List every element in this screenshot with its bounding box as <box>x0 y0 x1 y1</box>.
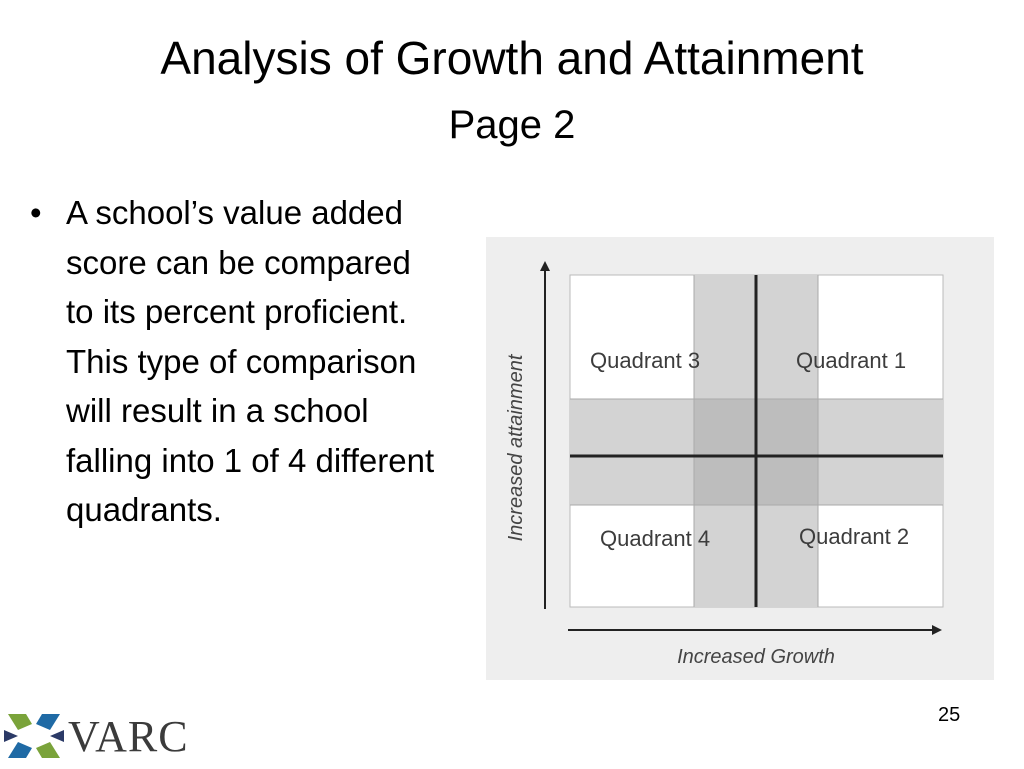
page-number: 25 <box>938 704 961 726</box>
quadrant-4-label: Quadrant 4 <box>600 526 711 551</box>
quadrant-diagram-svg <box>486 237 994 680</box>
y-axis-label: Increased attainment <box>505 354 527 542</box>
logo-wordmark: VARC <box>68 712 189 761</box>
bullet-text: A school’s value added score can be compared to its percent proficient. This type of comparison will result in a school falling into 1 of 4 different quadrants. <box>66 194 435 528</box>
quadrant-3-label: Quadrant 3 <box>590 348 701 373</box>
slide-subtitle: Page 2 <box>448 103 576 147</box>
varc-logo-icon <box>4 708 64 764</box>
x-axis-label: Increased Growth <box>677 646 835 668</box>
slide-title: Analysis of Growth and Attainment <box>160 32 864 84</box>
varc-logo-mark <box>4 708 64 769</box>
quadrant-1-label: Quadrant 1 <box>796 348 907 373</box>
bullet-marker: • <box>30 194 42 231</box>
quadrant-2-label: Quadrant 2 <box>799 524 910 549</box>
quadrant-diagram <box>486 237 994 680</box>
